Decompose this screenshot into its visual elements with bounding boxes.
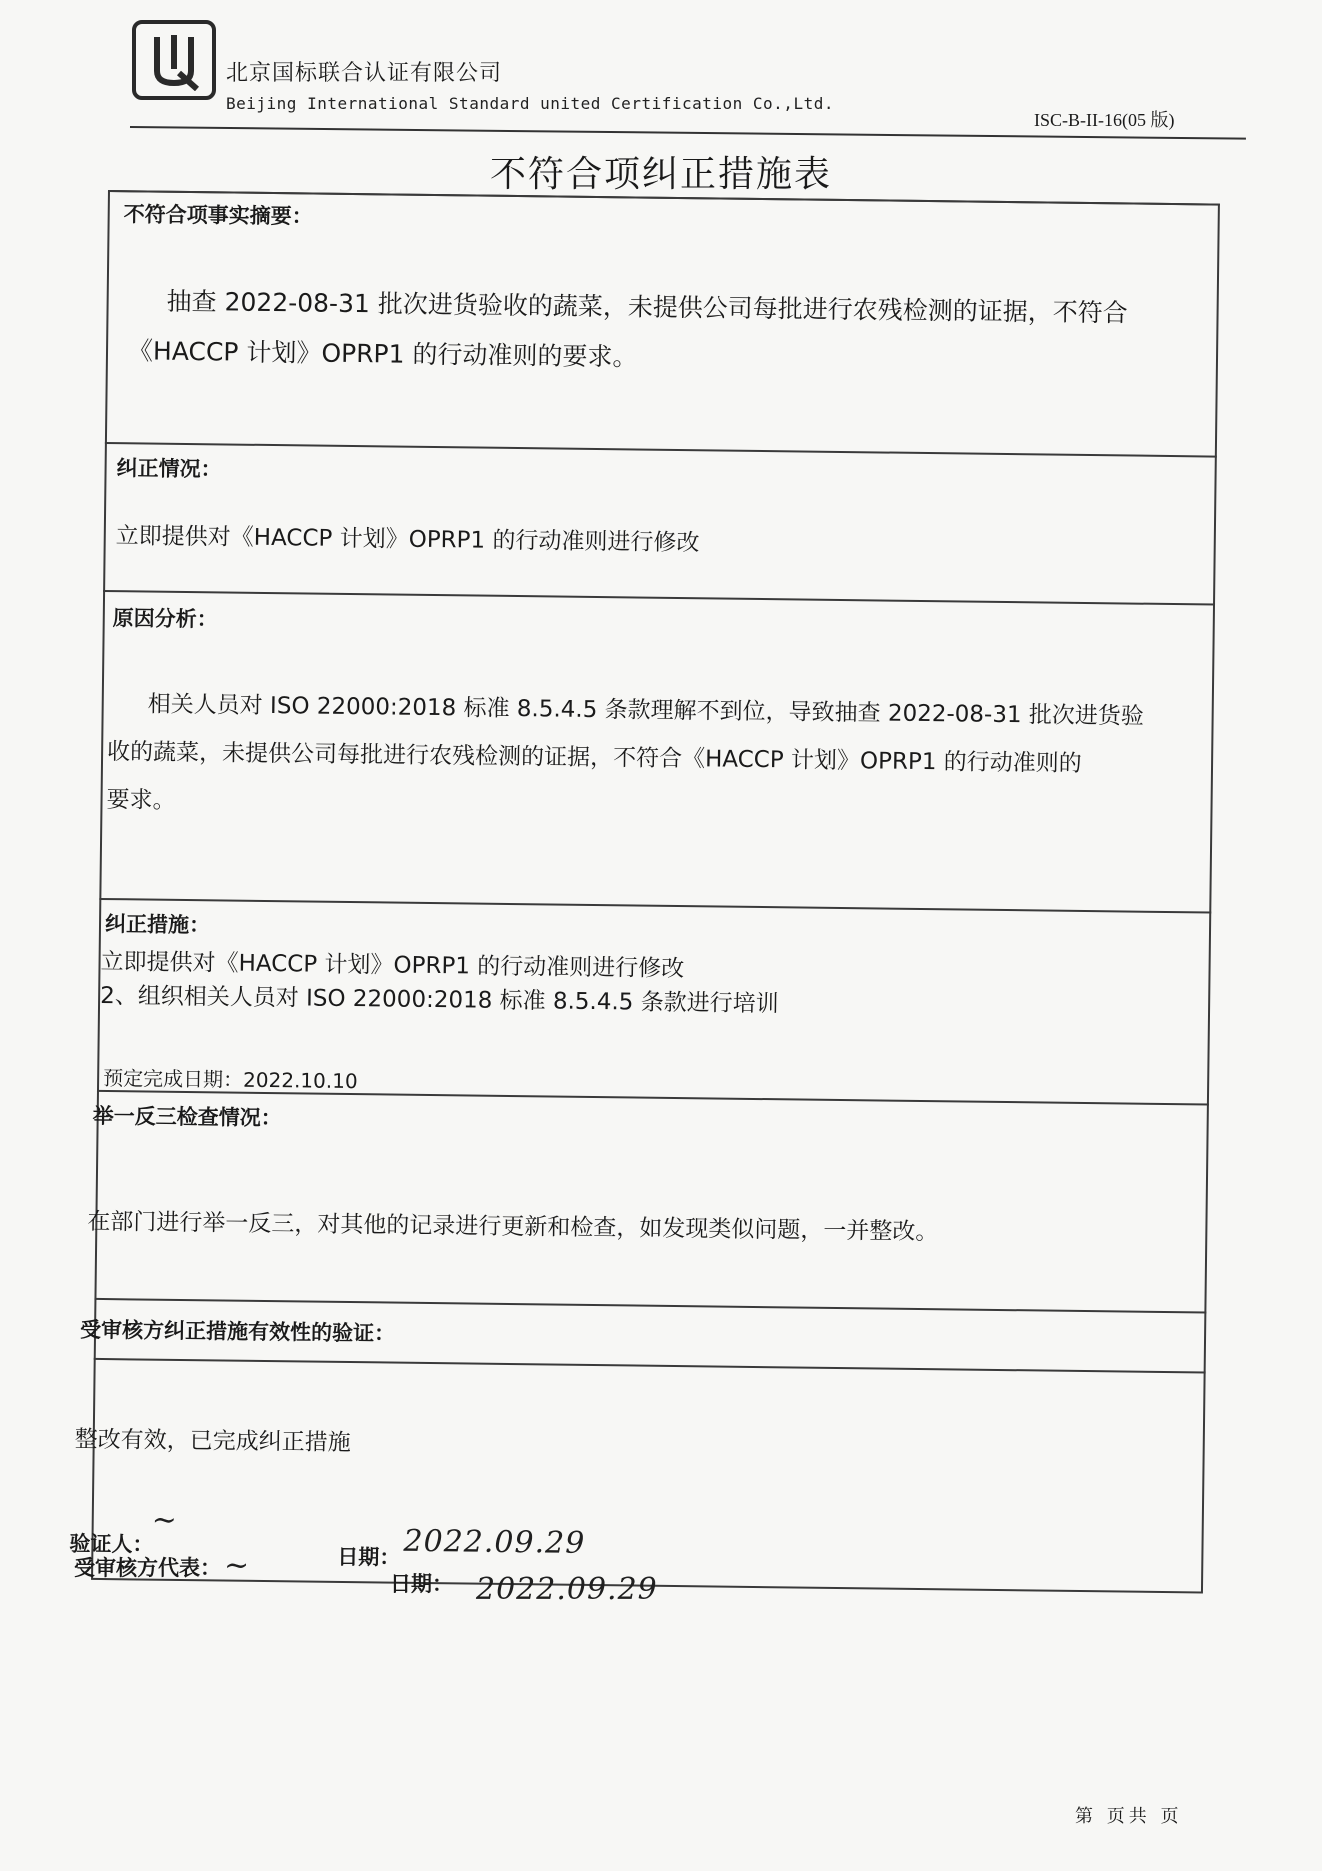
corrective-action-line-1: 立即提供对《HACCP 计划》OPRP1 的行动准则进行修改 bbox=[100, 948, 685, 983]
form-frame bbox=[91, 190, 1220, 1593]
verifier-date-label: 日期： bbox=[337, 1544, 401, 1570]
company-name-en: Beijing International Standard united Certification Co.,Ltd. bbox=[226, 94, 834, 113]
extend-check-label: 举一反三检查情况： bbox=[92, 1103, 282, 1131]
cause-analysis-line-1: 相关人员对 ISO 22000:2018 标准 8.5.4.5 条款理解不到位，导致抽查 2022-08-31 批次进货验 bbox=[147, 691, 1145, 730]
fact-summary-line-2: 《HACCP 计划》OPRP1 的行动准则的要求。 bbox=[127, 336, 638, 372]
form-code: ISC-B-II-16(05 版) bbox=[1034, 110, 1175, 130]
verifier-label: 验证人： bbox=[69, 1531, 154, 1557]
representative-date-label: 日期： bbox=[390, 1572, 453, 1596]
form-title: 不符合项纠正措施表 bbox=[489, 154, 832, 195]
isc-logo-icon bbox=[143, 29, 205, 91]
company-logo bbox=[132, 20, 216, 100]
verifier-date: 2022.09.29 bbox=[403, 1523, 586, 1561]
verification-label: 受审核方纠正措施有效性的验证： bbox=[79, 1317, 396, 1346]
page-number: 第 页共 页 bbox=[1075, 1806, 1183, 1827]
cause-analysis-line-3: 要求。 bbox=[106, 787, 176, 814]
cause-analysis-line-2: 收的蔬菜，未提供公司每批进行农残检测的证据，不符合《HACCP 计划》OPRP1 的行动准则的 bbox=[106, 739, 1082, 777]
fact-summary-line-1: 抽查 2022-08-31 批次进货验收的蔬菜，未提供公司每批进行农残检测的证据，不符合 bbox=[166, 286, 1128, 328]
corrective-action-label: 纠正措施： bbox=[104, 912, 211, 938]
company-name-cn: 北京国标联合认证有限公司 bbox=[226, 61, 503, 86]
extend-check-text: 在部门进行举一反三，对其他的记录进行更新和检查，如发现类似问题，一并整改。 bbox=[87, 1208, 939, 1246]
corrective-action-form bbox=[69, 190, 1228, 1604]
cause-analysis-label: 原因分析： bbox=[112, 606, 218, 632]
representative-signature: ~ bbox=[224, 1548, 251, 1583]
correction-text: 立即提供对《HACCP 计划》OPRP1 的行动准则进行修改 bbox=[115, 523, 700, 557]
verification-text: 整改有效，已完成纠正措施 bbox=[74, 1426, 351, 1457]
due-date: 预定完成日期：2022.10.10 bbox=[103, 1066, 358, 1094]
verifier-signature: ~ bbox=[151, 1502, 179, 1538]
corrective-action-line-2: 2、组织相关人员对 ISO 22000:2018 标准 8.5.4.5 条款进行培训 bbox=[99, 982, 779, 1018]
representative-label: 受审核方代表： bbox=[74, 1556, 221, 1580]
correction-label: 纠正情况： bbox=[116, 456, 222, 482]
fact-summary-label: 不符合项事实摘要： bbox=[123, 202, 313, 229]
representative-date: 2022.09.29 bbox=[476, 1572, 658, 1607]
